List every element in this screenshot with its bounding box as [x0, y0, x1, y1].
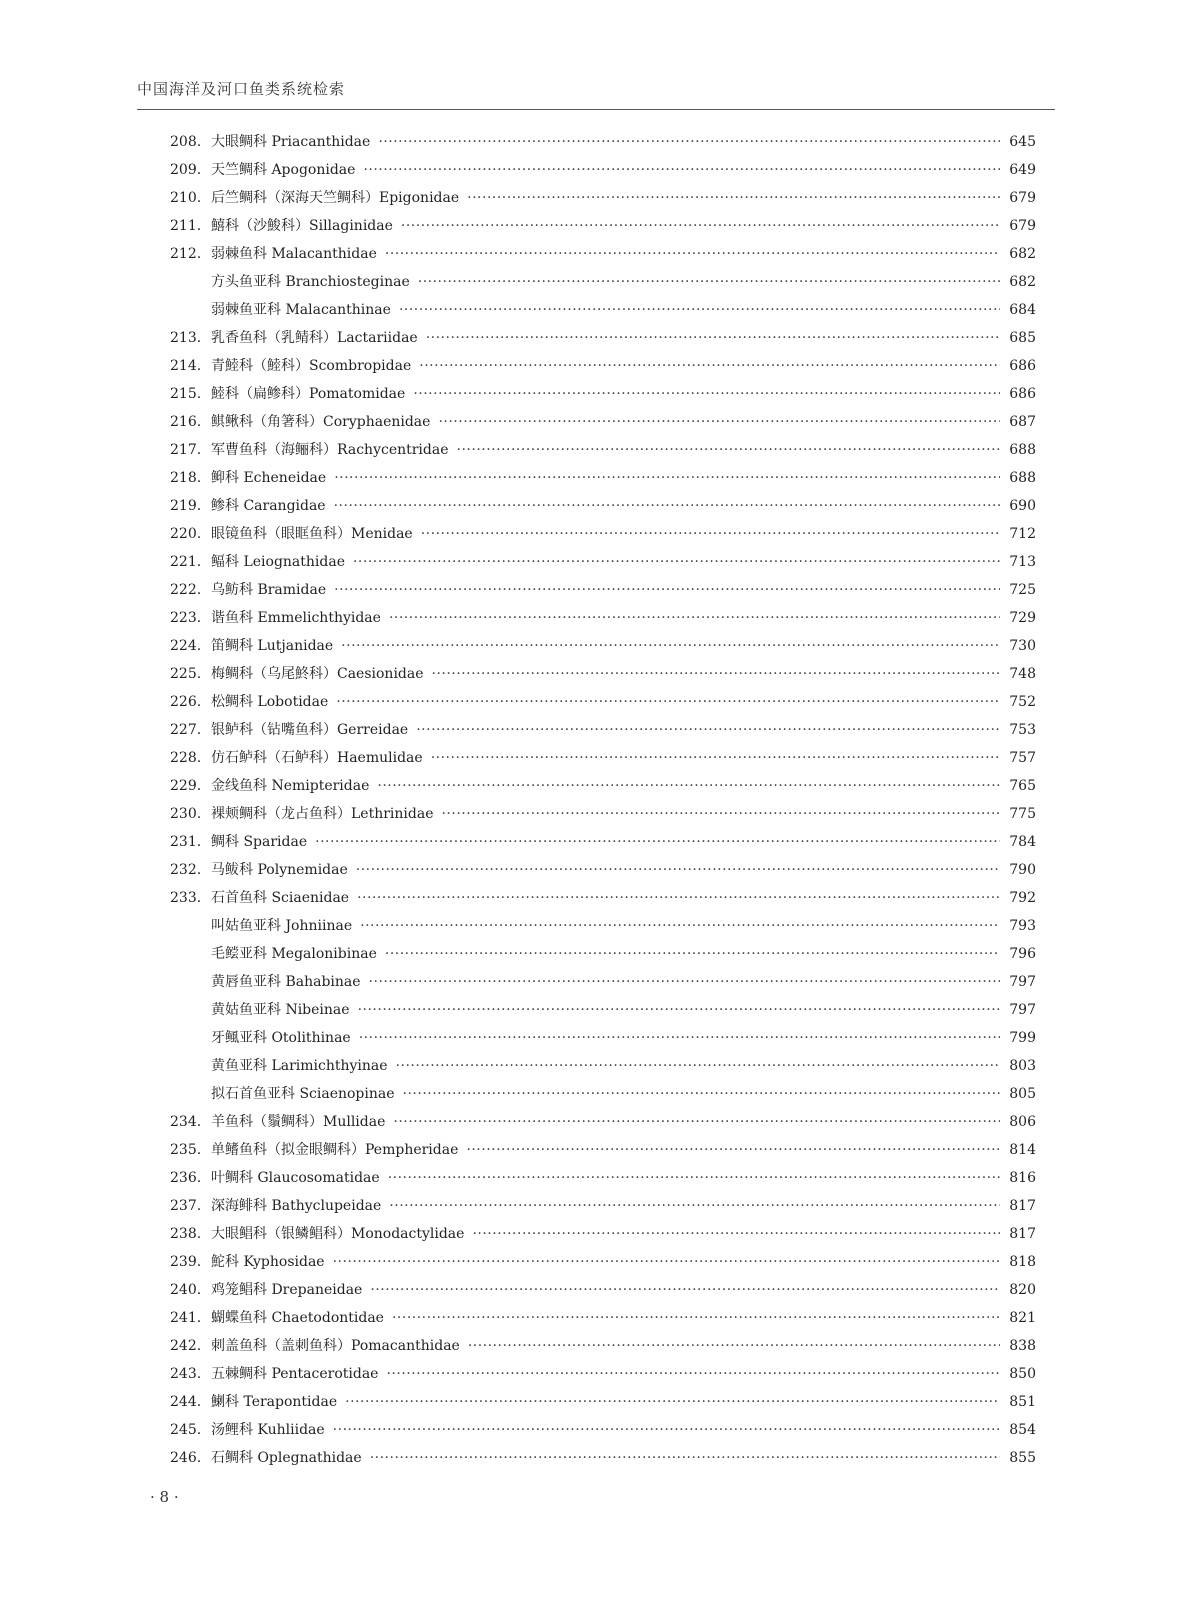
- toc-entry-title: 拟石首鱼亚科 Sciaenopinae: [211, 1086, 395, 1102]
- running-header: 中国海洋及河口鱼类系统检索: [137, 80, 346, 98]
- toc-entry-title: 鯻科 Terapontidae: [211, 1394, 338, 1410]
- toc-entry-number: 245.: [170, 1422, 202, 1438]
- toc-entry-page: 679: [1009, 190, 1036, 206]
- toc-entry-page: 765: [1009, 778, 1036, 794]
- toc-entry-number: 218.: [170, 470, 202, 486]
- toc-entry: [170, 772, 1036, 800]
- toc-entry-number: 223.: [170, 610, 202, 626]
- toc-entry-title: 青鯥科（鯥科）Scombropidae: [211, 358, 412, 374]
- dot-leader: [431, 744, 1000, 772]
- dot-leader: [357, 884, 1000, 912]
- toc-entry-number: 224.: [170, 638, 202, 654]
- toc-entry: [170, 688, 1036, 716]
- toc-entry: [170, 828, 1036, 856]
- toc-entry-title: 叶鲷科 Glaucosomatidae: [211, 1170, 380, 1186]
- toc-entry: [170, 1164, 1036, 1192]
- toc-entry-title: 石首鱼科 Sciaenidae: [211, 890, 350, 906]
- dot-leader: [392, 1304, 1000, 1332]
- toc-entry-title: 马鲅科 Polynemidae: [211, 862, 348, 878]
- toc-entry-page: 757: [1009, 750, 1036, 766]
- toc-entry-page: 690: [1009, 498, 1036, 514]
- toc-entry: [170, 408, 1036, 436]
- toc-entry: [170, 212, 1036, 240]
- toc-entry-page: 748: [1009, 666, 1036, 682]
- toc-entry-title: 弱棘鱼亚科 Malacanthinae: [211, 302, 391, 318]
- toc-entry-number: 209.: [170, 162, 202, 178]
- toc-entry-page: 753: [1009, 722, 1036, 738]
- toc-entry: [170, 744, 1036, 772]
- toc-entry-page: 684: [1009, 302, 1036, 318]
- dot-leader: [378, 128, 1000, 156]
- toc-entry-number: 215.: [170, 386, 202, 402]
- toc-entry-title: 黄鱼亚科 Larimichthyinae: [211, 1058, 388, 1074]
- toc-entry-page: 729: [1009, 610, 1036, 626]
- toc-entry-number: 219.: [170, 498, 202, 514]
- dot-leader: [388, 1164, 1000, 1192]
- dot-leader: [386, 1360, 1000, 1388]
- toc-entry-title: 汤鲤科 Kuhliidae: [211, 1422, 325, 1438]
- toc-entry-page: 712: [1009, 526, 1036, 542]
- toc-entry-page: 682: [1009, 246, 1036, 262]
- dot-leader: [432, 660, 1000, 688]
- dot-leader: [416, 716, 1000, 744]
- toc-entry-title: 鲷科 Sparidae: [211, 834, 308, 850]
- toc-entry-number: 229.: [170, 778, 202, 794]
- toc-entry-title: 鱚科（沙鮻科）Sillaginidae: [211, 218, 393, 234]
- toc-entry-number: 221.: [170, 554, 202, 570]
- toc-entry-number: 230.: [170, 806, 202, 822]
- toc-entry-page: 775: [1009, 806, 1036, 822]
- toc-entry-title: 方头鱼亚科 Branchiosteginae: [211, 274, 410, 290]
- toc-entry-number: 210.: [170, 190, 202, 206]
- toc-entry-page: 685: [1009, 330, 1036, 346]
- table-of-contents: [170, 128, 1036, 1472]
- toc-entry: [170, 240, 1036, 268]
- toc-entry-number: 243.: [170, 1366, 202, 1382]
- toc-entry-page: 686: [1009, 358, 1036, 374]
- toc-entry: [170, 436, 1036, 464]
- toc-entry-number: 231.: [170, 834, 202, 850]
- toc-entry-page: 686: [1009, 386, 1036, 402]
- toc-entry-title: 鲾科 Leiognathidae: [211, 554, 345, 570]
- toc-entry-title: 乳香鱼科（乳鲭科）Lactariidae: [211, 330, 418, 346]
- dot-leader: [369, 968, 1000, 996]
- toc-entry-number: 213.: [170, 330, 202, 346]
- toc-entry-title: 深海鲱科 Bathyclupeidae: [211, 1198, 382, 1214]
- toc-entry-title: 天竺鲷科 Apogonidae: [211, 162, 356, 178]
- toc-entry-title: 乌鲂科 Bramidae: [211, 582, 327, 598]
- toc-entry: [170, 884, 1036, 912]
- dot-leader: [396, 1052, 1000, 1080]
- dot-leader: [467, 184, 1000, 212]
- toc-entry: [170, 1108, 1036, 1136]
- toc-entry-page: 797: [1009, 974, 1036, 990]
- toc-entry-title: 眼镜鱼科（眼眶鱼科）Menidae: [211, 526, 413, 542]
- toc-entry-page: 687: [1009, 414, 1036, 430]
- dot-leader: [358, 996, 1000, 1024]
- toc-entry-page: 814: [1009, 1142, 1036, 1158]
- toc-entry-page: 838: [1009, 1338, 1036, 1354]
- toc-entry-title: 黄姑鱼亚科 Nibeinae: [211, 1002, 350, 1018]
- toc-entry-page: 820: [1009, 1282, 1036, 1298]
- toc-entry: [170, 716, 1036, 744]
- toc-entry: [170, 492, 1036, 520]
- toc-entry-number: 214.: [170, 358, 202, 374]
- toc-entry-number: 246.: [170, 1450, 202, 1466]
- toc-entry-title: 鮀科 Kyphosidae: [211, 1254, 325, 1270]
- toc-subentry: [170, 296, 1036, 324]
- dot-leader: [336, 688, 1000, 716]
- toc-entry: [170, 520, 1036, 548]
- toc-entry-page: 784: [1009, 834, 1036, 850]
- dot-leader: [457, 436, 1000, 464]
- toc-entry-title: 笛鲷科 Lutjanidae: [211, 638, 334, 654]
- dot-leader: [401, 212, 1000, 240]
- dot-leader: [360, 912, 1000, 940]
- dot-leader: [341, 632, 1000, 660]
- toc-entry-number: 217.: [170, 442, 202, 458]
- toc-entry: [170, 1388, 1036, 1416]
- toc-entry-number: 222.: [170, 582, 202, 598]
- toc-entry-title: 羊鱼科（鬚鲷科）Mullidae: [211, 1114, 386, 1130]
- toc-entry-title: 裸颊鲷科（龙占鱼科）Lethrinidae: [211, 806, 434, 822]
- toc-entry: [170, 800, 1036, 828]
- toc-entry: [170, 1248, 1036, 1276]
- toc-entry-page: 752: [1009, 694, 1036, 710]
- dot-leader: [389, 604, 1000, 632]
- dot-leader: [419, 352, 1000, 380]
- toc-entry: [170, 1276, 1036, 1304]
- toc-entry-title: 五棘鲷科 Pentacerotidae: [211, 1366, 379, 1382]
- toc-entry-number: 216.: [170, 414, 202, 430]
- toc-subentry: [170, 940, 1036, 968]
- toc-entry-number: 211.: [170, 218, 202, 234]
- toc-entry-number: 240.: [170, 1282, 202, 1298]
- toc-entry-number: 238.: [170, 1226, 202, 1242]
- toc-entry-title: 鸡笼鲳科 Drepaneidae: [211, 1282, 363, 1298]
- toc-entry: [170, 632, 1036, 660]
- toc-entry: [170, 464, 1036, 492]
- toc-entry-title: 弱棘鱼科 Malacanthidae: [211, 246, 377, 262]
- toc-entry-page: 679: [1009, 218, 1036, 234]
- toc-entry-page: 850: [1009, 1366, 1036, 1382]
- toc-entry-title: 蝴蝶鱼科 Chaetodontidae: [211, 1310, 384, 1326]
- toc-entry-number: 239.: [170, 1254, 202, 1270]
- dot-leader: [353, 548, 1000, 576]
- toc-entry-title: 叫姑鱼亚科 Johniinae: [211, 918, 353, 934]
- toc-entry-title: 鯥科（扁鲹科）Pomatomidae: [211, 386, 406, 402]
- toc-entry-title: 鲹科 Carangidae: [211, 498, 326, 514]
- toc-entry-page: 803: [1009, 1058, 1036, 1074]
- toc-entry: [170, 1192, 1036, 1220]
- dot-leader: [466, 1136, 1000, 1164]
- toc-entry: [170, 1416, 1036, 1444]
- toc-entry-page: 713: [1009, 554, 1036, 570]
- toc-entry: [170, 184, 1036, 212]
- toc-entry-title: 䲟科 Echeneidae: [211, 470, 327, 486]
- toc-entry-page: 855: [1009, 1450, 1036, 1466]
- toc-entry-page: 730: [1009, 638, 1036, 654]
- toc-entry-number: 237.: [170, 1198, 202, 1214]
- toc-entry-number: 235.: [170, 1142, 202, 1158]
- toc-subentry: [170, 996, 1036, 1024]
- toc-entry-number: 226.: [170, 694, 202, 710]
- toc-entry-title: 大眼鲳科（银鳞鲳科）Monodactylidae: [211, 1226, 465, 1242]
- toc-entry-page: 817: [1009, 1198, 1036, 1214]
- toc-entry-title: 军曹鱼科（海鲡科）Rachycentridae: [211, 442, 449, 458]
- toc-entry-page: 854: [1009, 1422, 1036, 1438]
- toc-subentry: [170, 912, 1036, 940]
- toc-entry: [170, 856, 1036, 884]
- toc-entry: [170, 1360, 1036, 1388]
- dot-leader: [393, 1108, 1000, 1136]
- toc-entry-page: 806: [1009, 1114, 1036, 1130]
- toc-entry-title: 松鲷科 Lobotidae: [211, 694, 329, 710]
- toc-entry-number: 220.: [170, 526, 202, 542]
- header-rule: [137, 109, 1055, 110]
- dot-leader: [468, 1332, 1000, 1360]
- toc-entry-page: 851: [1009, 1394, 1036, 1410]
- toc-entry: [170, 1136, 1036, 1164]
- dot-leader: [370, 1276, 1000, 1304]
- toc-entry-page: 688: [1009, 470, 1036, 486]
- toc-entry-page: 645: [1009, 134, 1036, 150]
- dot-leader: [363, 156, 1000, 184]
- dot-leader: [359, 1024, 1000, 1052]
- toc-entry-page: 821: [1009, 1310, 1036, 1326]
- dot-leader: [377, 772, 1000, 800]
- dot-leader: [356, 856, 1000, 884]
- toc-entry-title: 后竺鲷科（深海天竺鲷科）Epigonidae: [211, 190, 460, 206]
- toc-entry-title: 银鲈科（钻嘴鱼科）Gerreidae: [211, 722, 409, 738]
- toc-entry-page: 797: [1009, 1002, 1036, 1018]
- dot-leader: [426, 324, 1000, 352]
- dot-leader: [403, 1080, 1000, 1108]
- toc-entry-title: 仿石鲈科（石鲈科）Haemulidae: [211, 750, 423, 766]
- toc-entry-number: 227.: [170, 722, 202, 738]
- dot-leader: [315, 828, 1000, 856]
- toc-subentry: [170, 1080, 1036, 1108]
- dot-leader: [334, 576, 1000, 604]
- toc-entry-number: 233.: [170, 890, 202, 906]
- toc-entry-page: 799: [1009, 1030, 1036, 1046]
- toc-entry-number: 241.: [170, 1310, 202, 1326]
- toc-entry-number: 242.: [170, 1338, 202, 1354]
- toc-entry-page: 725: [1009, 582, 1036, 598]
- toc-entry: [170, 1332, 1036, 1360]
- toc-entry-number: 208.: [170, 134, 202, 150]
- dot-leader: [333, 1416, 1000, 1444]
- toc-entry-title: 金线鱼科 Nemipteridae: [211, 778, 370, 794]
- toc-entry: [170, 352, 1036, 380]
- toc-entry-page: 796: [1009, 946, 1036, 962]
- toc-entry-page: 682: [1009, 274, 1036, 290]
- toc-entry: [170, 660, 1036, 688]
- toc-entry-number: 244.: [170, 1394, 202, 1410]
- toc-entry-title: 毛鲿亚科 Megalonibinae: [211, 946, 377, 962]
- toc-entry-page: 688: [1009, 442, 1036, 458]
- toc-entry-number: 228.: [170, 750, 202, 766]
- toc-entry-number: 212.: [170, 246, 202, 262]
- toc-entry-title: 鲯鳅科（角箸科）Coryphaenidae: [211, 414, 431, 430]
- dot-leader: [370, 1444, 1000, 1472]
- dot-leader: [472, 1220, 1000, 1248]
- toc-entry-page: 790: [1009, 862, 1036, 878]
- dot-leader: [334, 492, 1000, 520]
- toc-entry-page: 793: [1009, 918, 1036, 934]
- toc-entry-title: 大眼鲷科 Priacanthidae: [211, 134, 371, 150]
- dot-leader: [418, 268, 1000, 296]
- toc-entry-page: 818: [1009, 1254, 1036, 1270]
- toc-entry-page: 805: [1009, 1086, 1036, 1102]
- toc-entry-page: 649: [1009, 162, 1036, 178]
- toc-entry-number: 234.: [170, 1114, 202, 1130]
- dot-leader: [385, 240, 1000, 268]
- toc-entry-number: 225.: [170, 666, 202, 682]
- toc-entry: [170, 1220, 1036, 1248]
- dot-leader: [438, 408, 1000, 436]
- dot-leader: [385, 940, 1000, 968]
- toc-entry-title: 黄唇鱼亚科 Bahabinae: [211, 974, 361, 990]
- toc-entry-title: 刺盖鱼科（盖刺鱼科）Pomacanthidae: [211, 1338, 460, 1354]
- dot-leader: [413, 380, 1000, 408]
- toc-entry-title: 石鲷科 Oplegnathidae: [211, 1450, 362, 1466]
- toc-subentry: [170, 268, 1036, 296]
- toc-entry: [170, 156, 1036, 184]
- dot-leader: [441, 800, 1000, 828]
- toc-entry: [170, 380, 1036, 408]
- toc-entry-page: 817: [1009, 1226, 1036, 1242]
- toc-entry-page: 792: [1009, 890, 1036, 906]
- toc-entry-number: 232.: [170, 862, 202, 878]
- toc-entry: [170, 604, 1036, 632]
- dot-leader: [333, 1248, 1000, 1276]
- toc-entry-title: 梅鲷科（乌尾鮗科）Caesionidae: [211, 666, 424, 682]
- toc-entry: [170, 324, 1036, 352]
- toc-subentry: [170, 968, 1036, 996]
- toc-entry: [170, 548, 1036, 576]
- toc-entry: [170, 128, 1036, 156]
- toc-entry: [170, 1444, 1036, 1472]
- toc-entry-page: 816: [1009, 1170, 1036, 1186]
- toc-entry-title: 牙鲺亚科 Otolithinae: [211, 1030, 351, 1046]
- toc-entry: [170, 576, 1036, 604]
- dot-leader: [334, 464, 1000, 492]
- toc-subentry: [170, 1052, 1036, 1080]
- toc-entry-title: 单鳍鱼科（拟金眼鲷科）Pempheridae: [211, 1142, 459, 1158]
- toc-subentry: [170, 1024, 1036, 1052]
- toc-entry-number: 236.: [170, 1170, 202, 1186]
- toc-entry-title: 谐鱼科 Emmelichthyidae: [211, 610, 381, 626]
- page-number: · 8 ·: [150, 1488, 179, 1506]
- dot-leader: [399, 296, 1000, 324]
- dot-leader: [345, 1388, 1000, 1416]
- dot-leader: [389, 1192, 1000, 1220]
- dot-leader: [421, 520, 1000, 548]
- toc-entry: [170, 1304, 1036, 1332]
